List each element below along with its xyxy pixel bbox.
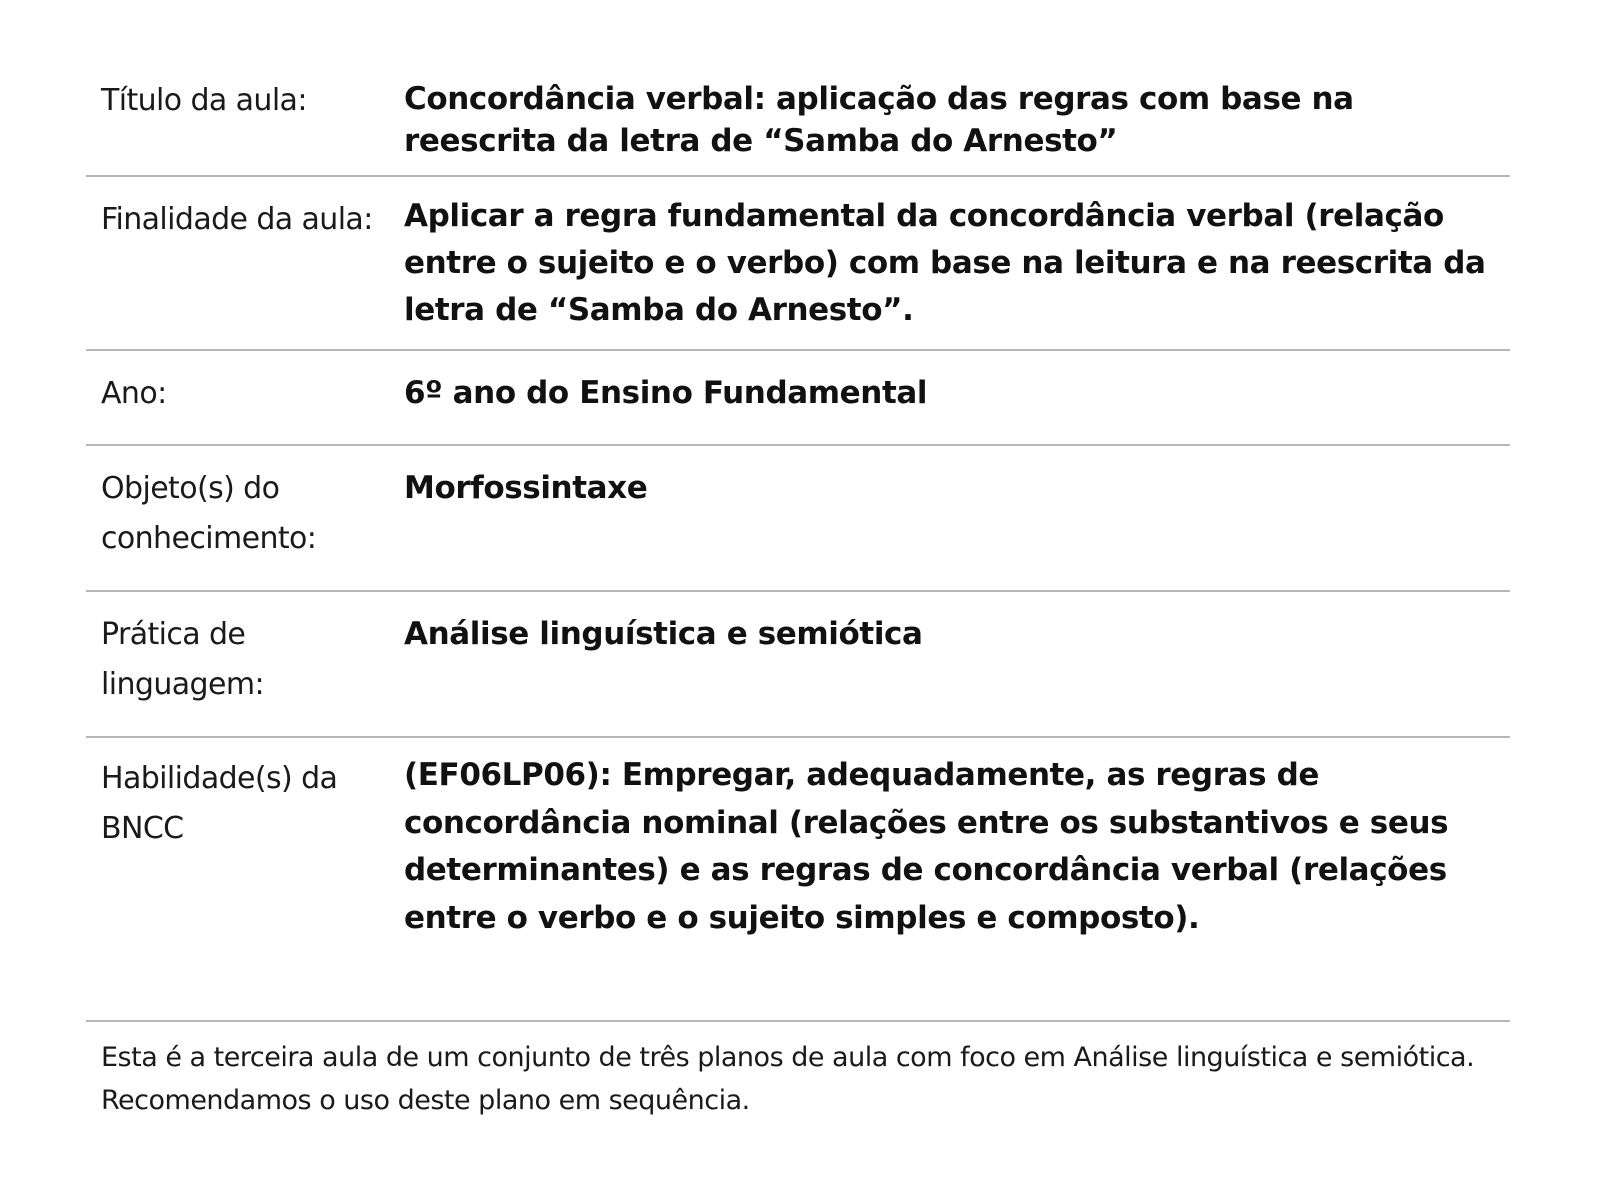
row-language-practice (86, 592, 1510, 738)
knowledge-objects-label: Objeto(s) do conhecimento: (101, 471, 317, 556)
school-year-value: 6º ano do Ensino Fundamental (404, 375, 928, 411)
row-bncc-skills (86, 738, 1510, 1022)
lesson-title-value: Concordância verbal: aplicação das regras com base na reescrita da letra de “Samba do Arnesto” (404, 81, 1354, 159)
lesson-purpose-label: Finalidade da aula: (101, 202, 373, 237)
language-practice-value: Análise linguística e semiótica (404, 616, 923, 652)
row-knowledge-objects (86, 446, 1510, 592)
row-lesson-purpose (86, 177, 1510, 351)
school-year-label: Ano: (101, 376, 167, 411)
row-lesson-title (86, 60, 1510, 177)
sequence-note: Esta é a terceira aula de um conjunto de três planos de aula com foco em Análise linguística e semiótica. Recomendamos o uso deste plano em sequência. (101, 1042, 1475, 1116)
bncc-skills-label: Habilidade(s) da BNCC (101, 761, 338, 846)
row-school-year (86, 351, 1510, 446)
bncc-skills-value: (EF06LP06): Empregar, adequadamente, as regras de concordância nominal (relações entre os substantivos e seus determinantes) e as regras de concordância verbal (relações entre o verbo e o sujeito simples e composto). (404, 757, 1449, 936)
lesson-purpose-value: Aplicar a regra fundamental da concordância verbal (relação entre o sujeito e o verbo) com base na leitura e na reescrita da letra de “Samba do Arnesto”. (404, 198, 1486, 328)
lesson-title-label: Título da aula: (101, 83, 307, 118)
lesson-info-table (86, 60, 1510, 1122)
language-practice-label: Prática de linguagem: (101, 617, 264, 702)
knowledge-objects-value: Morfossintaxe (404, 470, 648, 506)
